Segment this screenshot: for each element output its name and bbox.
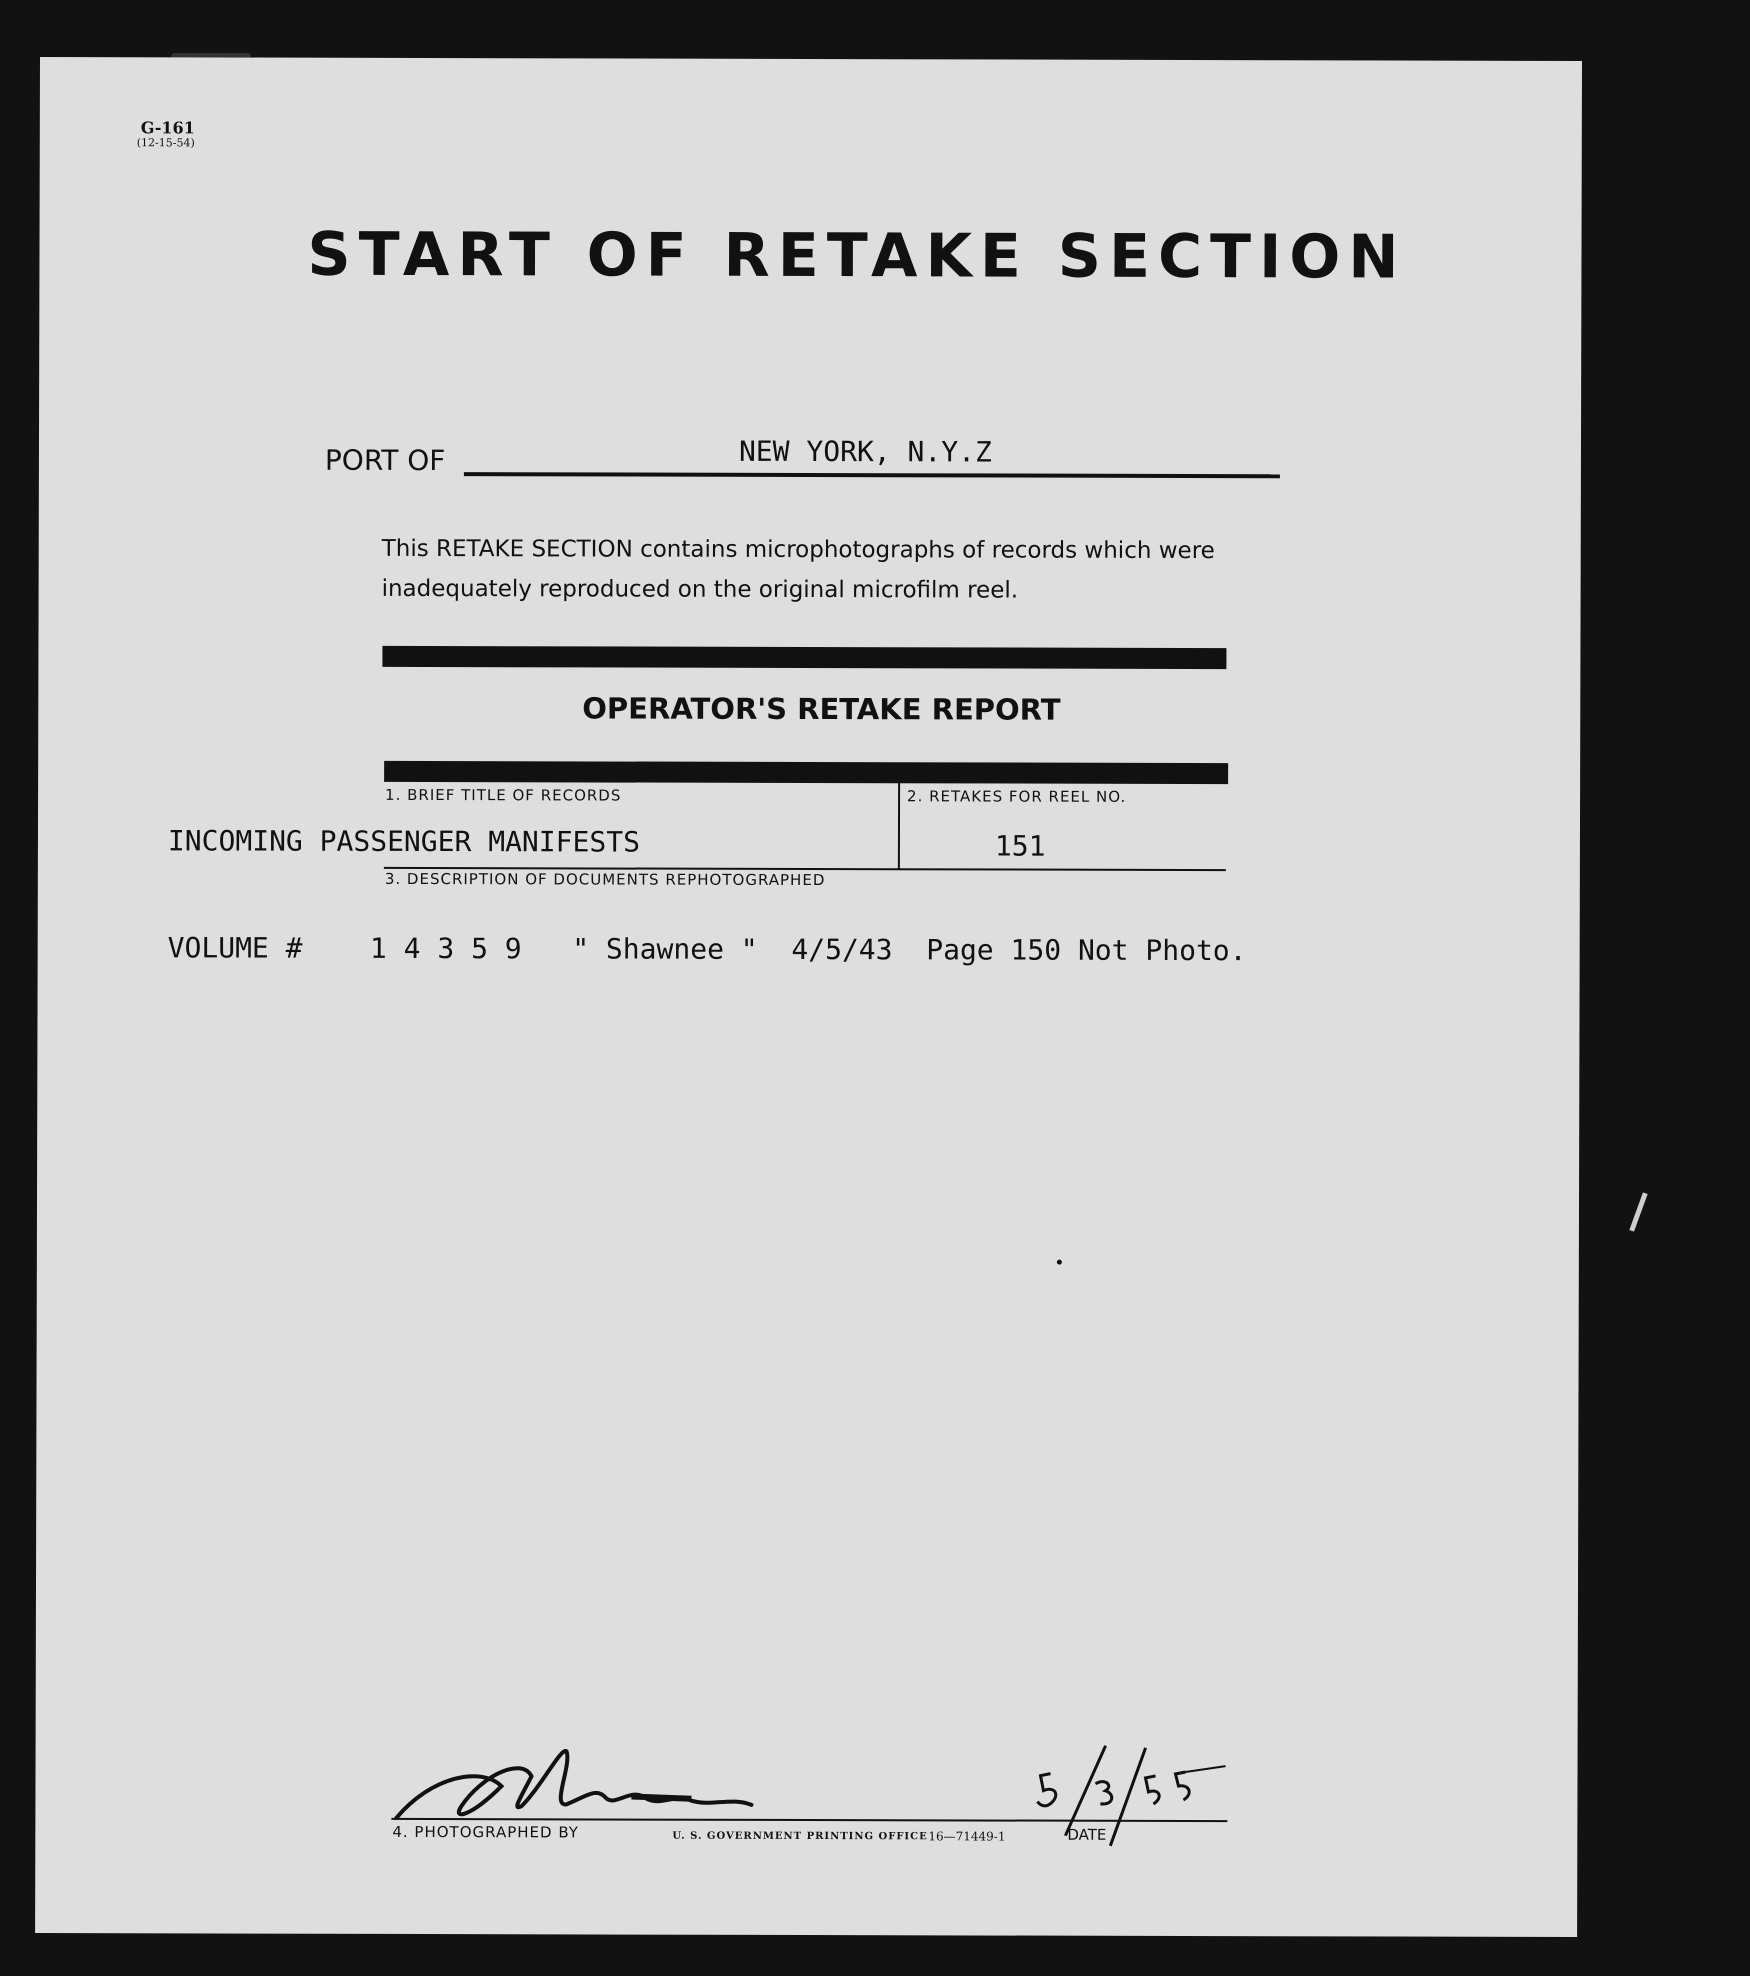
date-label: DATE (1067, 1825, 1107, 1844)
form-number: G-161 (140, 118, 195, 138)
description-value: VOLUME # 1 4 3 5 9 " Shawnee " 4/5/43 Page 150 Not Photo. (167, 931, 1247, 968)
port-underline (464, 472, 1280, 478)
description-label: 3. DESCRIPTION OF DOCUMENTS REPHOTOGRAPHED (384, 869, 826, 890)
reel-number-label: 2. RETAKES FOR REEL NO. (907, 787, 1127, 806)
intro-line-2: inadequately reproduced on the original microfilm reel. (381, 575, 1019, 604)
ink-dot (1057, 1260, 1062, 1265)
reel-number-value: 151 (994, 829, 1046, 863)
divider-bar (384, 761, 1228, 784)
field-divider (898, 781, 900, 869)
port-value: NEW YORK, N.Y.Z (738, 434, 992, 469)
printer-imprint: U. S. GOVERNMENT PRINTING OFFICE (672, 1830, 928, 1843)
divider-bar (382, 646, 1226, 669)
intro-text (382, 529, 1242, 611)
film-scratch (1629, 1192, 1647, 1231)
page-title: START OF RETAKE SECTION (307, 219, 1407, 293)
port-label: PORT OF (324, 443, 446, 478)
retake-form-page (35, 57, 1582, 1937)
printer-code: 16—71449-1 (928, 1829, 1006, 1844)
form-revision-date: (12-15-54) (136, 136, 195, 150)
brief-title-label: 1. BRIEF TITLE OF RECORDS (385, 785, 622, 805)
report-title: OPERATOR'S RETAKE REPORT (582, 691, 1061, 727)
photographed-by-label: 4. PHOTOGRAPHED BY (392, 1822, 580, 1842)
brief-title-value: INCOMING PASSENGER MANIFESTS (167, 824, 641, 859)
handwritten-date (1035, 1736, 1235, 1857)
intro-line-1: This RETAKE SECTION contains microphotographs of records which were (381, 535, 1215, 565)
